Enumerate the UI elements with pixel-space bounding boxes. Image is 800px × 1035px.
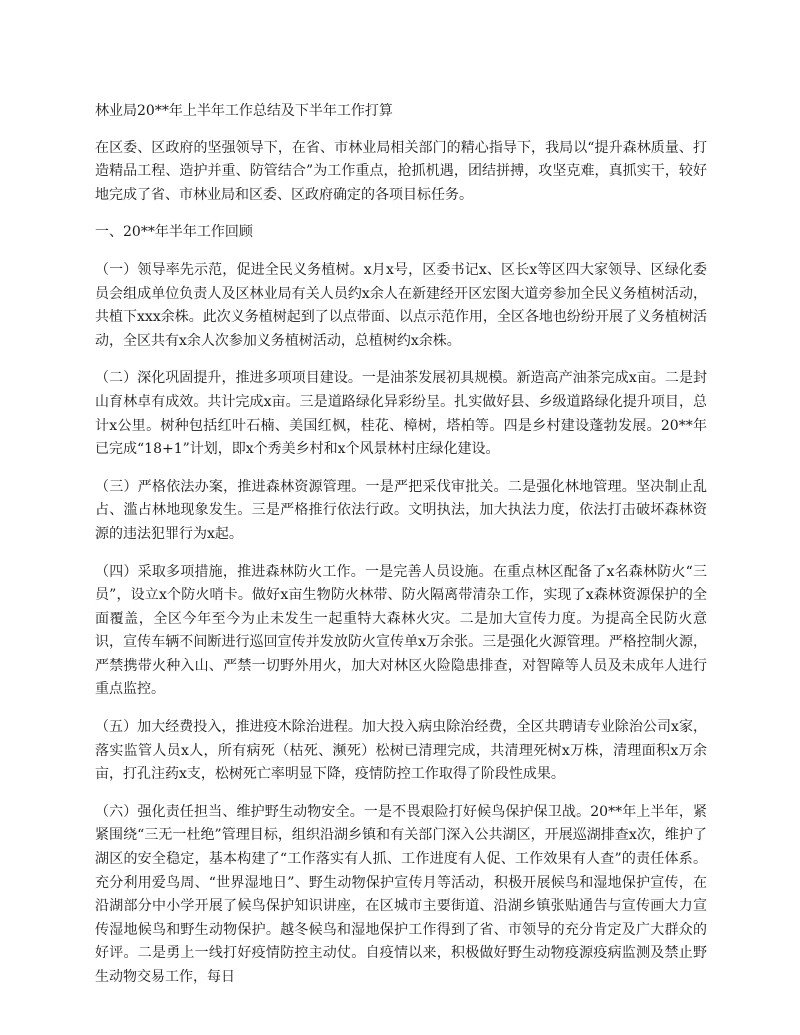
document-body xyxy=(95,100,707,1004)
paragraph-4: （四）采取多项措施，推进森林防火工作。一是完善人员设施。在重点林区配备了x名森林防火“三员”，设立x个防火哨卡。做好x亩生物防火林带、防火隔离带清杂工作，实现了x森林资源保护的全面覆盖，全区今年至今为止未发生一起重特大森林火灾。二是加大宣传力度。为提高全民防火意识，宣传车辆不间断进行巡回宣传并发放防火宣传单x万余张。三是强化火源管理。严格控制火源，严禁携带火种入山、严禁一切野外用火，加大对林区火险隐患排查，对智障等人员及未成年人进行重点监控。 xyxy=(95,563,707,698)
paragraph-3: （三）严格依法办案，推进森林资源管理。一是严把采伐审批关。二是强化林地管理。坚决制止乱占、滥占林地现象发生。三是严格推行依法行政。文明执法，加大执法力度，依法打击破坏森林资源的违法犯罪行为x起。 xyxy=(95,478,707,542)
paragraph-1: （一）领导率先示范，促进全民义务植树。x月x号，区委书记x、区长x等区四大家领导、区绿化委员会组成单位负责人及区林业局有关人员约x余人在新建经开区宏图大道旁参加全民义务植树活动，共植下xxx余株。此次义务植树起到了以点带面、以点示范作用，全区各地也纷纷开展了义务植树活动，全区共有x余人次参加义务植树活动，总植树约x余株。 xyxy=(95,261,707,349)
document-title: 林业局20**年上半年工作总结及下半年工作打算 xyxy=(95,103,393,119)
paragraph-2: （二）深化巩固提升，推进多项项目建设。一是油茶发展初具规模。新造高产油茶完成x亩。二是封山育林卓有成效。共计完成x亩。三是道路绿化异彩纷呈。扎实做好县、乡级道路绿化提升项目，总计x公里。树种包括红叶石楠、美国红枫，桂花、樟树，塔柏等。四是乡村建设蓬勃发展。20**年已完成“18+1”计划，即x个秀美乡村和x个风景林村庄绿化建设。 xyxy=(95,370,707,458)
intro-paragraph: 在区委、区政府的坚强领导下，在省、市林业局相关部门的精心指导下，我局以“提升森林质量、打造精品工程、造护并重、防管结合”为工作重点，抢抓机遇，团结拼搏，攻坚克难，真抓实干，较好地完成了省、市林业局和区委、区政府确定的各项目标任务。 xyxy=(95,139,707,203)
paragraph-6: （六）强化责任担当、维护野生动物安全。一是不畏艰险打好候鸟保护保卫战。20**年上半年，紧紧围绕“三无一杜绝”管理目标，组织沿湖乡镇和有关部门深入公共湖区，开展巡湖排查x次，维护了湖区的安全稳定，基本构建了“工作落实有人抓、工作进度有人促、工作效果有人查”的责任体系。充分利用爱鸟周、“世界湿地日”、野生动物保护宣传月等活动，积极开展候鸟和湿地保护宣传，在沿湖部分中小学开展了候鸟保护知识讲座，在区城市主要街道、沿湖乡镇张贴通告与宣传画大力宣传湿地候鸟和野生动物保护。越冬候鸟和湿地保护工作得到了省、市领导的充分肯定及广大群众的好评。二是勇上一线打好疫情防控主动仗。自疫情以来，积极做好野生动物疫源疫病监测及禁止野生动物交易工作，每日 xyxy=(95,803,707,985)
paragraph-5: （五）加大经费投入，推进疫木除治进程。加大投入病虫除治经费，全区共聘请专业除治公司x家，落实监管人员x人，所有病死（枯死、濒死）松树已清理完成，共清理死树x万株，清理面积x万余亩，打孔注药x支，松树死亡率明显下降，疫情防控工作取得了阶段性成果。 xyxy=(95,719,707,783)
section-heading: 一、20**年半年工作回顾 xyxy=(95,224,253,241)
